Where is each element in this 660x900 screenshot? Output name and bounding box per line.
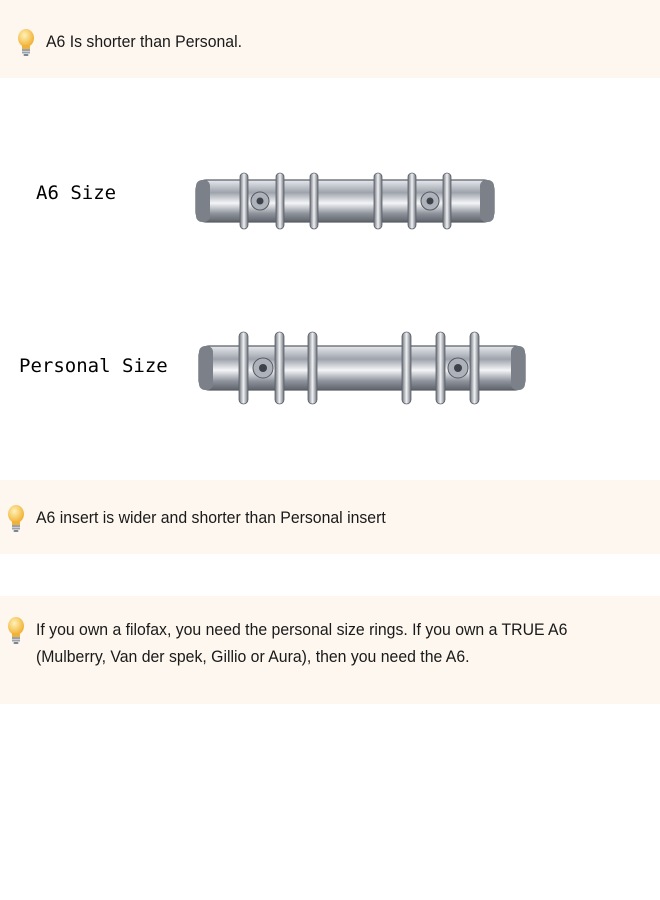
tip-text-1: A6 Is shorter than Personal.: [46, 32, 242, 51]
tip-banner-3: [0, 596, 660, 704]
lightbulb-icon: [16, 28, 36, 58]
tip-text-2: A6 insert is wider and shorter than Personal insert: [36, 508, 386, 527]
a6-ring-mechanism-image: [190, 170, 500, 232]
lightbulb-icon: [6, 504, 26, 534]
lightbulb-icon: [6, 616, 26, 646]
tip-banner-2: [0, 480, 660, 554]
tip-text-3: If you own a filofax, you need the personal size rings. If you own a TRUE A6 (Mulberry, Van der spek, Gillio or Aura), then you need the A6.: [36, 620, 568, 666]
personal-size-label: Personal Size: [19, 355, 168, 377]
a6-size-label: A6 Size: [36, 182, 117, 204]
tip-banner-1: [0, 0, 660, 78]
personal-ring-mechanism-image: [195, 328, 530, 408]
